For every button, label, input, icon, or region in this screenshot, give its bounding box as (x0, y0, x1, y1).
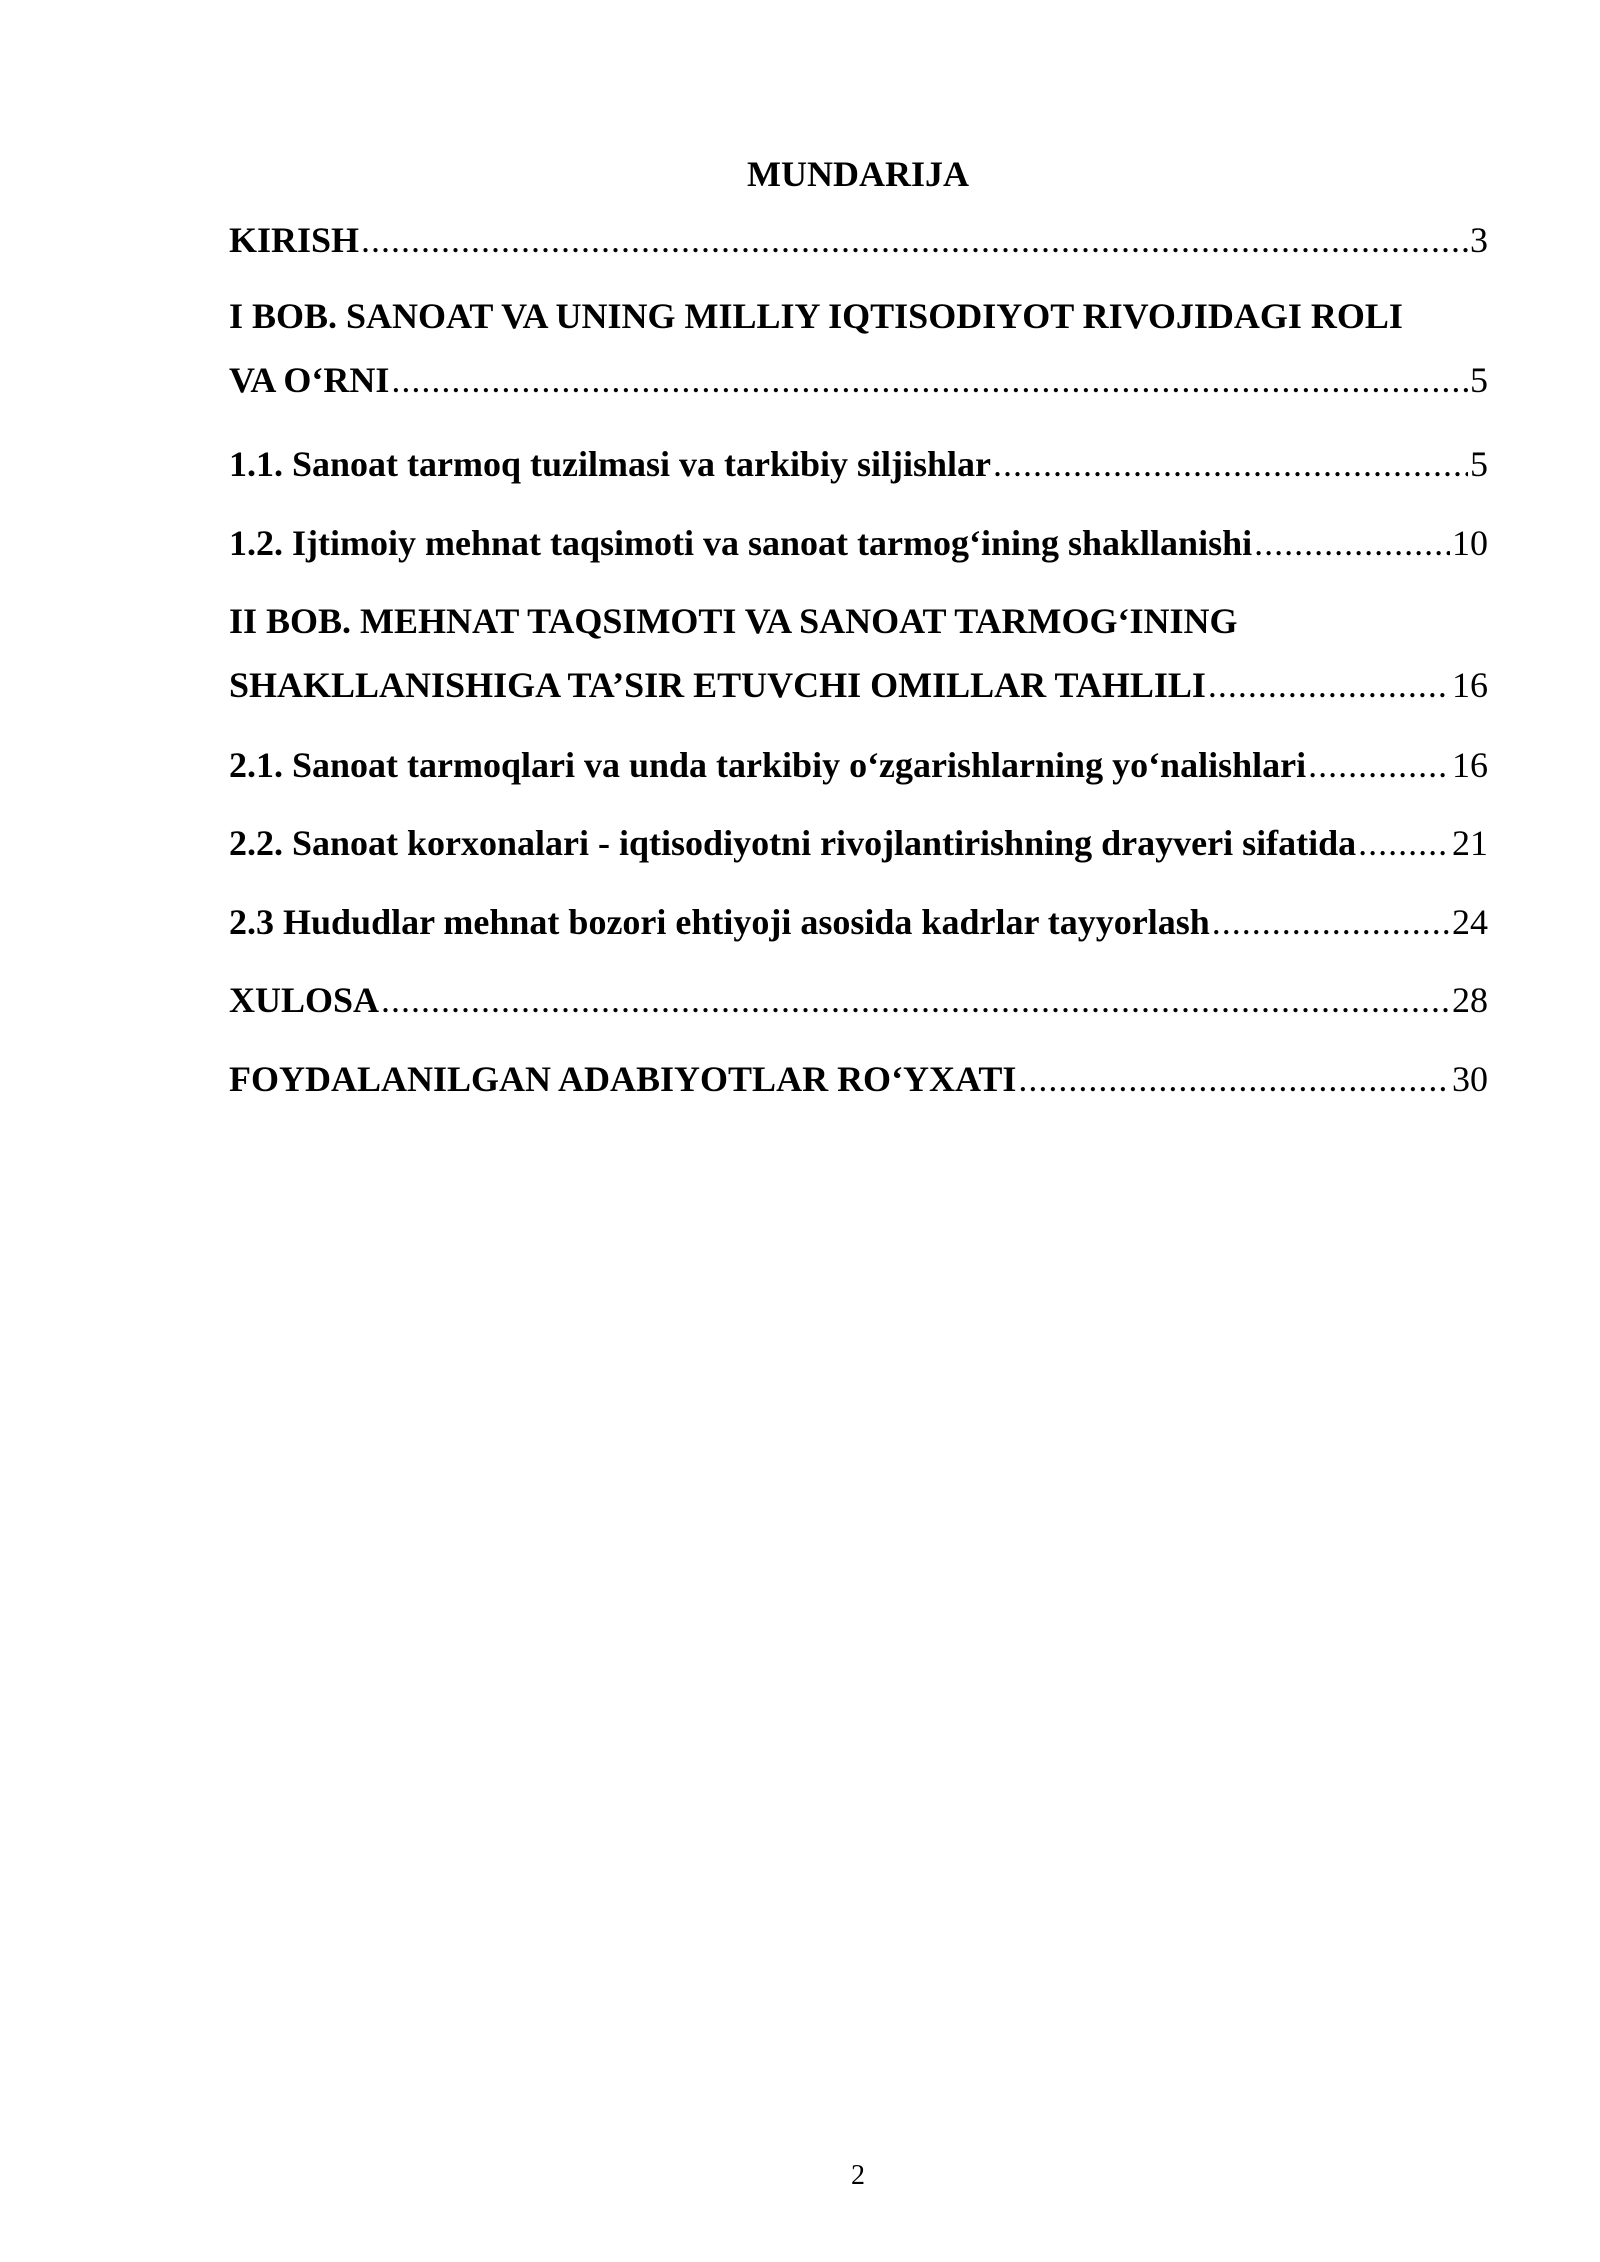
toc-entry-text-line-1: II BOB. MEHNAT TAQSIMOTI VA SANOAT TARMOG‘INING (229, 601, 1238, 641)
toc-entry-text: FOYDALANILGAN ADABIYOTLAR RO‘YXATI (229, 1059, 1017, 1099)
toc-entry-section-2-1[interactable] (229, 743, 1488, 787)
dot-leader (1254, 521, 1450, 565)
toc-entry-text: 2.1. Sanoat tarmoqlari va unda tarkibiy o‘zgarishlarning yo‘nalishlari (229, 745, 1307, 785)
toc-page-number: 3 (1470, 220, 1488, 260)
dot-leader (1358, 821, 1450, 865)
toc-entry-section-2-3[interactable] (229, 900, 1488, 944)
toc-entry-text-line-2: SHAKLLANISHIGA TA’SIR ETUVCHI OMILLAR TAHLILI (229, 665, 1206, 705)
page-number: 2 (851, 2160, 865, 2191)
toc-page-number: 16 (1452, 745, 1488, 785)
toc-entry-text-line-2: VA O‘RNI (229, 360, 390, 400)
toc-entry-chapter-1[interactable] (229, 294, 1488, 402)
toc-page-number: 24 (1452, 902, 1488, 942)
dot-leader (993, 442, 1468, 486)
toc-page-number: 16 (1452, 665, 1488, 705)
toc-entry-text: 1.2. Ijtimoiy mehnat taqsimoti va sanoat tarmog‘ining shakllanishi (229, 523, 1253, 563)
toc-entry-text: XULOSA (229, 980, 380, 1020)
toc-entry-text: KIRISH (229, 220, 360, 260)
toc-entry-section-2-2[interactable] (229, 821, 1488, 865)
toc-entry-text-line-1: I BOB. SANOAT VA UNING MILLIY IQTISODIYOT RIVOJIDAGI ROLI (229, 296, 1403, 336)
toc-page-number: 5 (1470, 360, 1488, 400)
page-title: MUNDARIJA (747, 154, 969, 194)
toc-page-number: 5 (1470, 444, 1488, 484)
toc-entry-xulosa[interactable] (229, 978, 1488, 1022)
dot-leader (391, 358, 1468, 402)
toc-entry-text: 1.1. Sanoat tarmoq tuzilmasi va tarkibiy siljishlar (229, 444, 992, 484)
toc-entry-text: 2.3 Hududlar mehnat bozori ehtiyoji asosida kadrlar tayyorlash (229, 902, 1210, 942)
toc-entry-adabiyotlar[interactable] (229, 1057, 1488, 1101)
dot-leader (1212, 900, 1450, 944)
toc-entry-chapter-2[interactable] (229, 599, 1488, 707)
dot-leader (361, 218, 1468, 262)
dot-leader (1308, 743, 1450, 787)
toc-entry-section-1-2[interactable] (229, 521, 1488, 565)
dot-leader (1208, 663, 1450, 707)
toc-page-number: 21 (1452, 823, 1488, 863)
toc-page-number: 30 (1452, 1059, 1488, 1099)
dot-leader (381, 978, 1450, 1022)
toc-entry-text: 2.2. Sanoat korxonalari - iqtisodiyotni rivojlantirishning drayveri sifatida (229, 823, 1357, 863)
dot-leader (1018, 1057, 1450, 1101)
toc-page-number: 28 (1452, 980, 1488, 1020)
toc-page-number: 10 (1452, 523, 1488, 563)
toc-entry-kirish[interactable] (229, 218, 1488, 262)
toc-entry-section-1-1[interactable] (229, 442, 1488, 486)
